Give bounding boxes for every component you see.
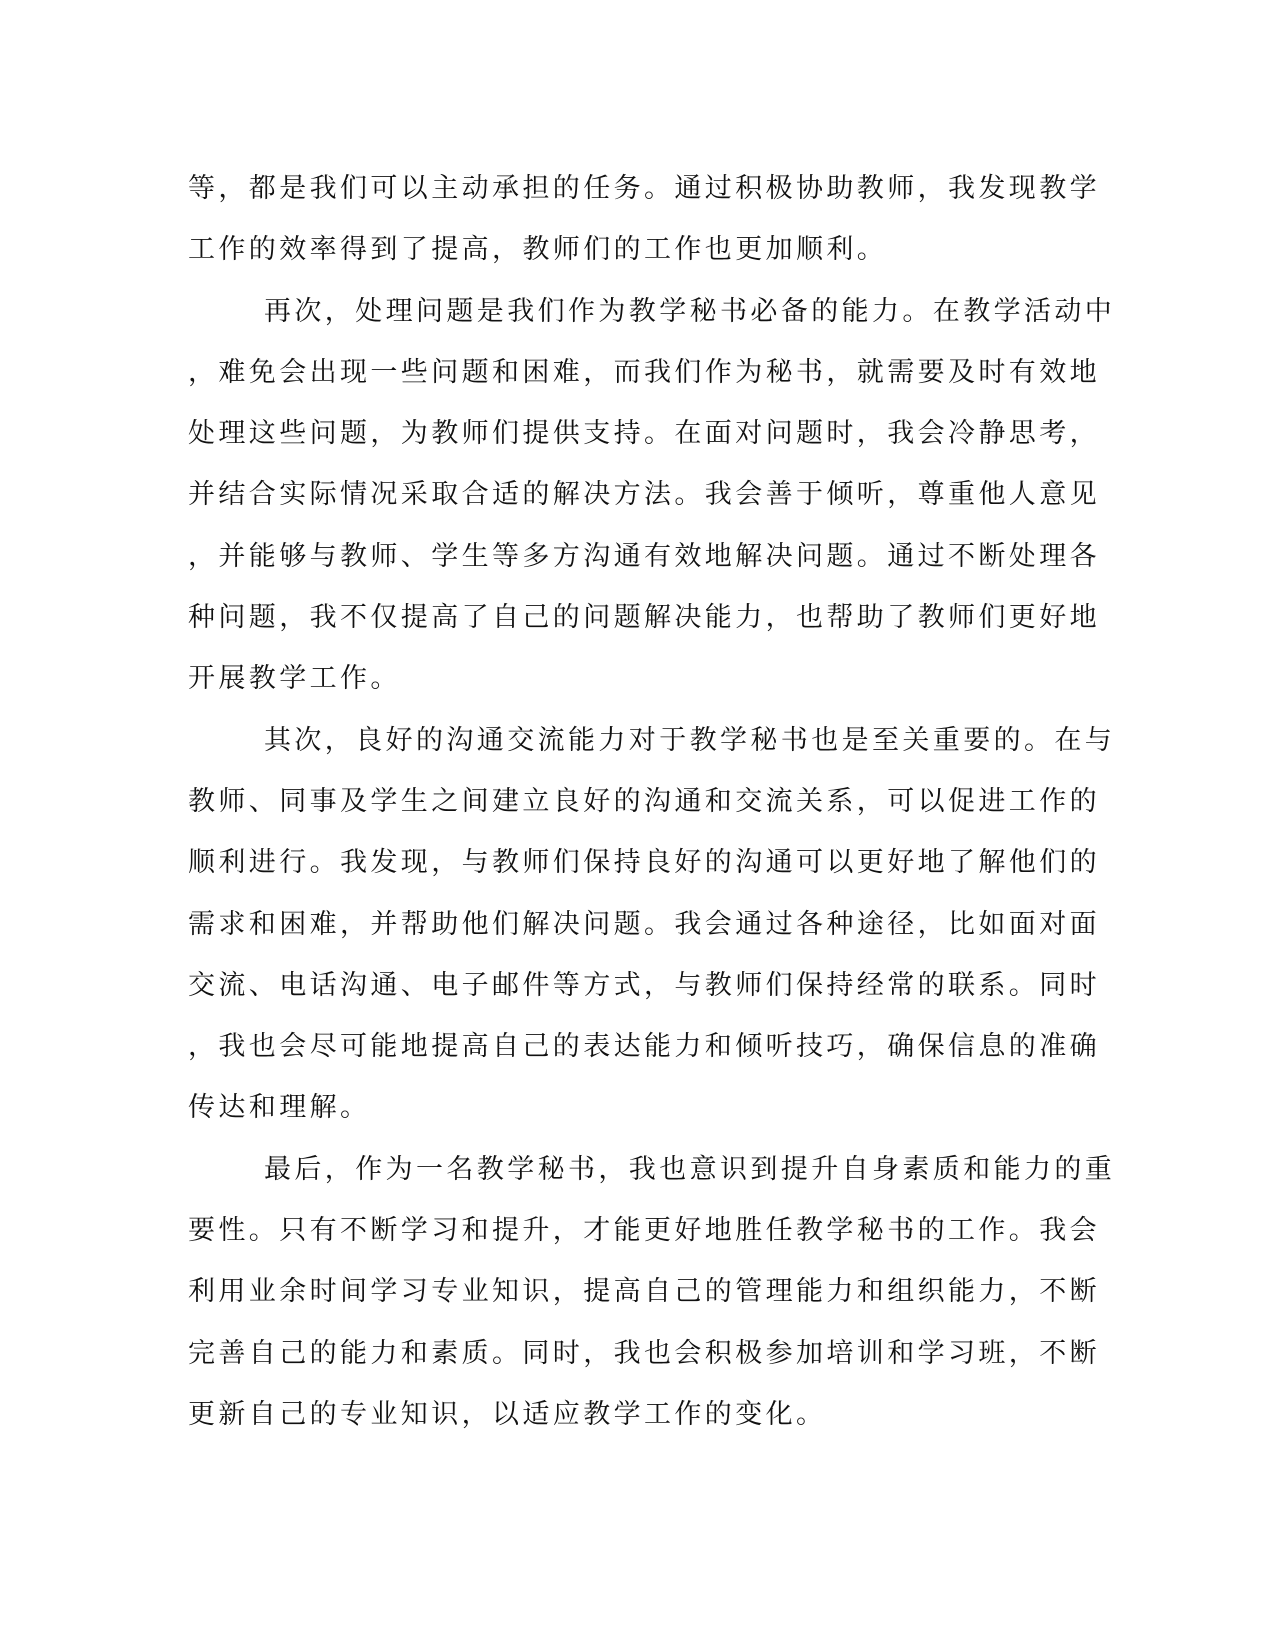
text-line: 完善自己的能力和素质。同时，我也会积极参加培训和学习班，不断 [188,1337,1100,1369]
paragraph-first-line: 再次，处理问题是我们作为教学秘书必备的能力。在教学活动中 [264,295,1116,327]
paragraph-first-line: 其次，良好的沟通交流能力对于教学秘书也是至关重要的。在与 [264,724,1116,756]
paragraph-first-line: 最后，作为一名教学秘书，我也意识到提升自身素质和能力的重 [264,1153,1116,1185]
text-line: 种问题，我不仅提高了自己的问题解决能力，也帮助了教师们更好地 [188,602,1100,634]
text-line: 顺利进行。我发现，与教师们保持良好的沟通可以更好地了解他们的 [188,847,1100,879]
text-line: 处理这些问题，为教师们提供支持。在面对问题时，我会冷静思考， [188,418,1100,450]
text-line: 更新自己的专业知识，以适应教学工作的变化。 [188,1398,827,1430]
text-line: 教师、同事及学生之间建立良好的沟通和交流关系，可以促进工作的 [188,785,1100,817]
text-line: 开展教学工作。 [188,663,401,695]
text-line: 利用业余时间学习专业知识，提高自己的管理能力和组织能力，不断 [188,1276,1100,1308]
text-line: ，难免会出现一些问题和困难，而我们作为秘书，就需要及时有效地 [188,356,1100,388]
text-line: 交流、电话沟通、电子邮件等方式，与教师们保持经常的联系。同时 [188,969,1100,1001]
text-line: ，我也会尽可能地提高自己的表达能力和倾听技巧，确保信息的准确 [188,1031,1100,1063]
text-line: ，并能够与教师、学生等多方沟通有效地解决问题。通过不断处理各 [188,540,1100,572]
text-line: 需求和困难，并帮助他们解决问题。我会通过各种途径，比如面对面 [188,908,1100,940]
text-line: 工作的效率得到了提高，教师们的工作也更加顺利。 [188,234,888,266]
document-body [188,158,1116,1445]
text-line: 传达和理解。 [188,1092,371,1124]
text-line: 要性。只有不断学习和提升，才能更好地胜任教学秘书的工作。我会 [188,1215,1100,1247]
text-line: 并结合实际情况采取合适的解决方法。我会善于倾听，尊重他人意见 [188,479,1100,511]
text-line: 等，都是我们可以主动承担的任务。通过积极协助教师，我发现教学 [188,173,1100,204]
